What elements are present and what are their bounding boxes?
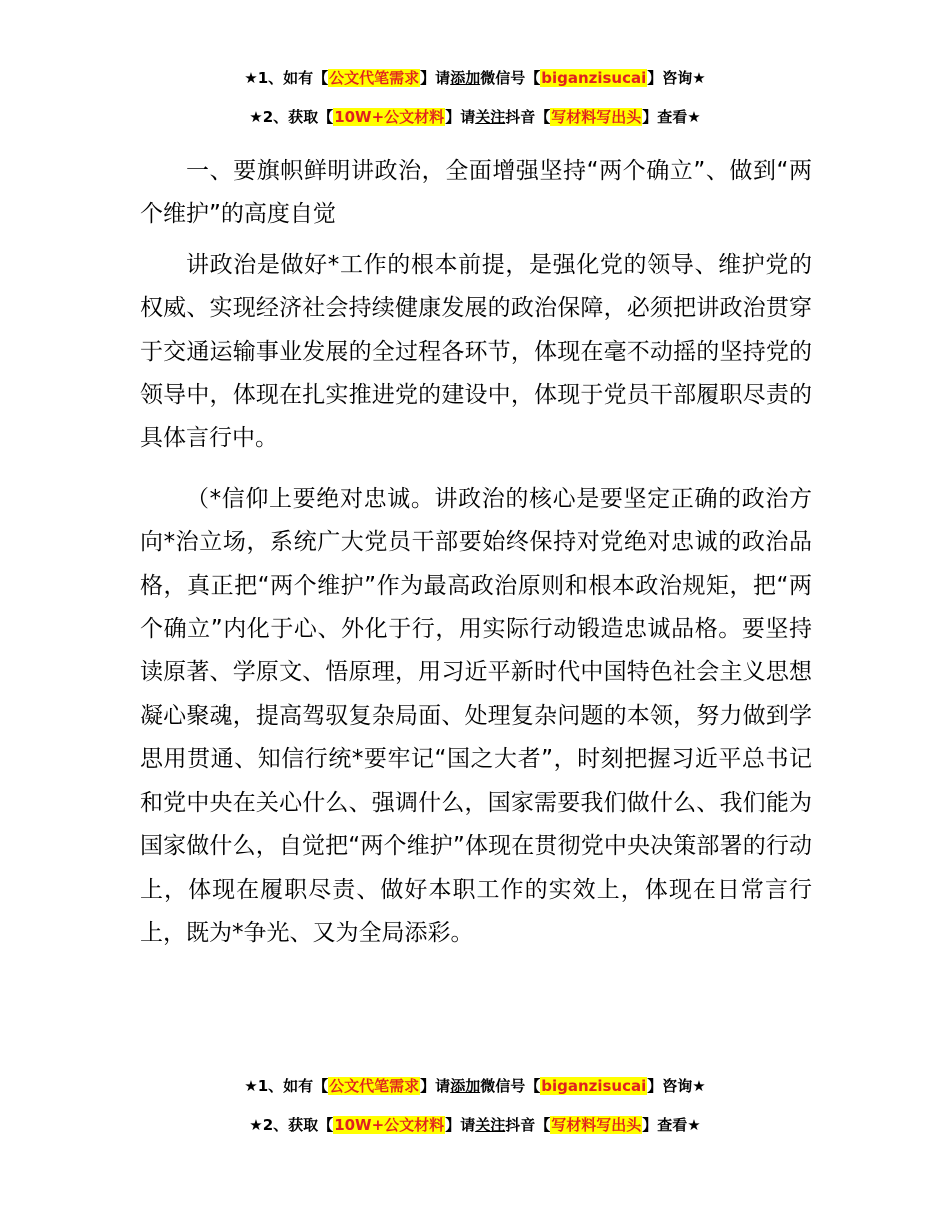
banner-text: 】查看★ (642, 1116, 701, 1134)
promo-banner-line-2 (0, 107, 950, 127)
banner-text: 】请 (445, 108, 476, 126)
add-action-text: 添加 (450, 69, 481, 87)
service-highlight: 公文代笔需求 (329, 69, 420, 87)
materials-highlight: 10W+公文材料 (334, 108, 445, 126)
banner-text: 】查看★ (642, 108, 701, 126)
body-paragraph-2: （*信仰上要绝对忠诚。讲政治的核心是要坚定正确的政治方向*治立场，系统广大党员干部要始终保持对党绝对忠诚的政治品格，真正把“两个维护”作为最高政治原则和根本政治规矩，把“两个确立”内化于心、外化于行，用实际行动锻造忠诚品格。要坚持读原著、学原文、悟原理，用习近平新时代中国特色社会主义思想凝心聚魂，提高驾驭复杂局面、处理复杂问题的本领，努力做到学思用贯通、知信行统*要牢记“国之大者”，时刻把握习近平总书记和党中央在关心什么、强调什么，国家需要我们做什么、我们能为国家做什么，自觉把“两个维护”体现在贯彻党中央决策部署的行动上，体现在履职尽责、做好本职工作的实效上，体现在日常言行上，既为*争光、又为全局添彩。 (140, 485, 812, 946)
banner-text: 】请 (445, 1116, 476, 1134)
banner-text: 】请 (420, 69, 451, 87)
banner-text: ★2、获取【 (249, 108, 334, 126)
document-body (140, 150, 812, 955)
wechat-id-highlight: biganzisucai (541, 1077, 647, 1095)
follow-action-text: 关注 (475, 1116, 506, 1134)
douyin-id-highlight: 写材料写出头 (551, 108, 642, 126)
banner-text: 抖音【 (505, 108, 551, 126)
banner-text: ★2、获取【 (249, 1116, 334, 1134)
banner-text: 微信号【 (480, 1077, 541, 1095)
banner-text: 】咨询★ (647, 69, 706, 87)
banner-text: 】咨询★ (647, 1077, 706, 1095)
promo-banner-line-2-footer (0, 1115, 950, 1135)
banner-text: 抖音【 (505, 1116, 551, 1134)
banner-text: 微信号【 (480, 69, 541, 87)
section-heading: 一、要旗帜鲜明讲政治，全面增强坚持“两个确立”、做到“两个维护”的高度自觉 (140, 158, 812, 228)
banner-text: 】请 (420, 1077, 451, 1095)
promo-banner-line-1-footer (0, 1076, 950, 1096)
materials-highlight: 10W+公文材料 (334, 1116, 445, 1134)
banner-text: ★1、如有【 (244, 1077, 329, 1095)
wechat-id-highlight: biganzisucai (541, 69, 647, 87)
body-paragraph-1: 讲政治是做好*工作的根本前提，是强化党的领导、维护党的权威、实现经济社会持续健康发展的政治保障，必须把讲政治贯穿于交通运输事业发展的全过程各环节，体现在毫不动摇的坚持党的领导中，体现在扎实推进党的建设中，体现于党员干部履职尽责的具体言行中。 (140, 251, 812, 452)
service-highlight: 公文代笔需求 (329, 1077, 420, 1095)
promo-banner-line-1 (0, 68, 950, 88)
add-action-text: 添加 (450, 1077, 481, 1095)
banner-text: ★1、如有【 (244, 69, 329, 87)
douyin-id-highlight: 写材料写出头 (551, 1116, 642, 1134)
follow-action-text: 关注 (475, 108, 506, 126)
